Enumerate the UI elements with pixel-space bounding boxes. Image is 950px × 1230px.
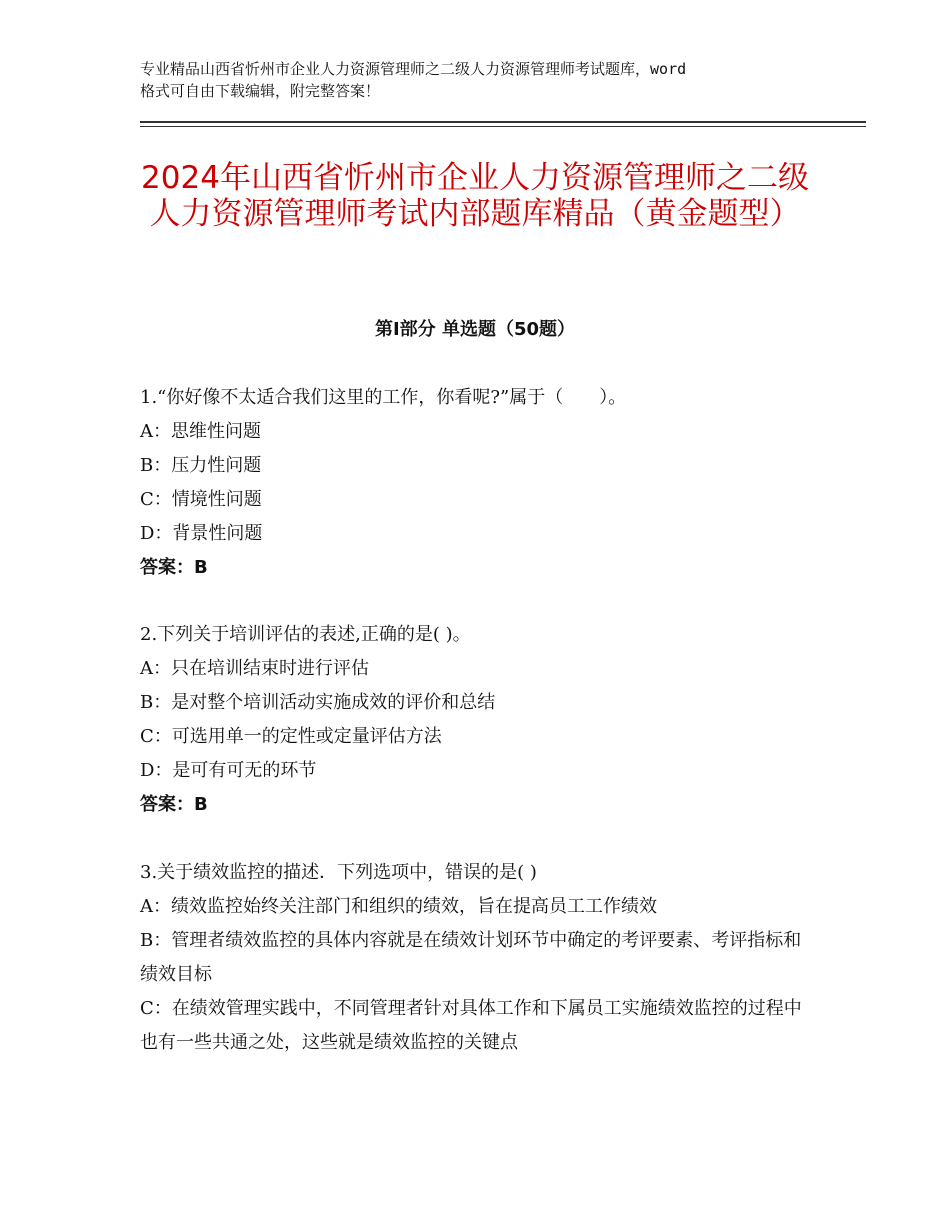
question-stem: 1.“你好像不太适合我们这里的工作，你看呢?”属于（ ）。 xyxy=(140,387,627,408)
header-rule-thick xyxy=(140,121,866,123)
question-1 xyxy=(140,381,820,585)
option-a: A：思维性问题 xyxy=(140,421,261,442)
option-c: C：可选用单一的定性或定量评估方法 xyxy=(140,726,442,747)
option-b: B：压力性问题 xyxy=(140,455,262,476)
question-stem: 3.关于绩效监控的描述．下列选项中，错误的是( ) xyxy=(140,862,537,883)
question-stem: 2.下列关于培训评估的表述,正确的是( )。 xyxy=(140,624,471,645)
header-note: 专业精品山西省忻州市企业人力资源管理师之二级人力资源管理师考试题库，word 格式可自由下载编辑，附完整答案！ xyxy=(140,60,687,100)
section-title: 第Ⅰ部分 单选题（50题） xyxy=(374,319,575,340)
question-2 xyxy=(140,618,820,822)
header-rule-thin xyxy=(140,126,866,127)
option-a: A：只在培训结束时进行评估 xyxy=(140,658,369,679)
answer: 答案：B xyxy=(140,557,208,578)
option-d: D：是可有可无的环节 xyxy=(140,760,317,781)
option-b: B：管理者绩效监控的具体内容就是在绩效计划环节中确定的考评要素、考评指标和绩效目标 xyxy=(140,930,802,985)
document-title: 2024年山西省忻州市企业人力资源管理师之二级人力资源管理师考试内部题库精品（黄金题型） xyxy=(141,160,809,232)
option-c: C：在绩效管理实践中，不同管理者针对具体工作和下属员工实施绩效监控的过程中也有一些共通之处，这些就是绩效监控的关键点 xyxy=(140,998,802,1053)
option-a: A：绩效监控始终关注部门和组织的绩效，旨在提高员工工作绩效 xyxy=(140,896,657,917)
option-b: B：是对整个培训活动实施成效的评价和总结 xyxy=(140,692,496,713)
option-c: C：情境性问题 xyxy=(140,489,262,510)
answer: 答案：B xyxy=(140,794,208,815)
question-3 xyxy=(140,856,810,1060)
option-d: D：背景性问题 xyxy=(140,523,263,544)
